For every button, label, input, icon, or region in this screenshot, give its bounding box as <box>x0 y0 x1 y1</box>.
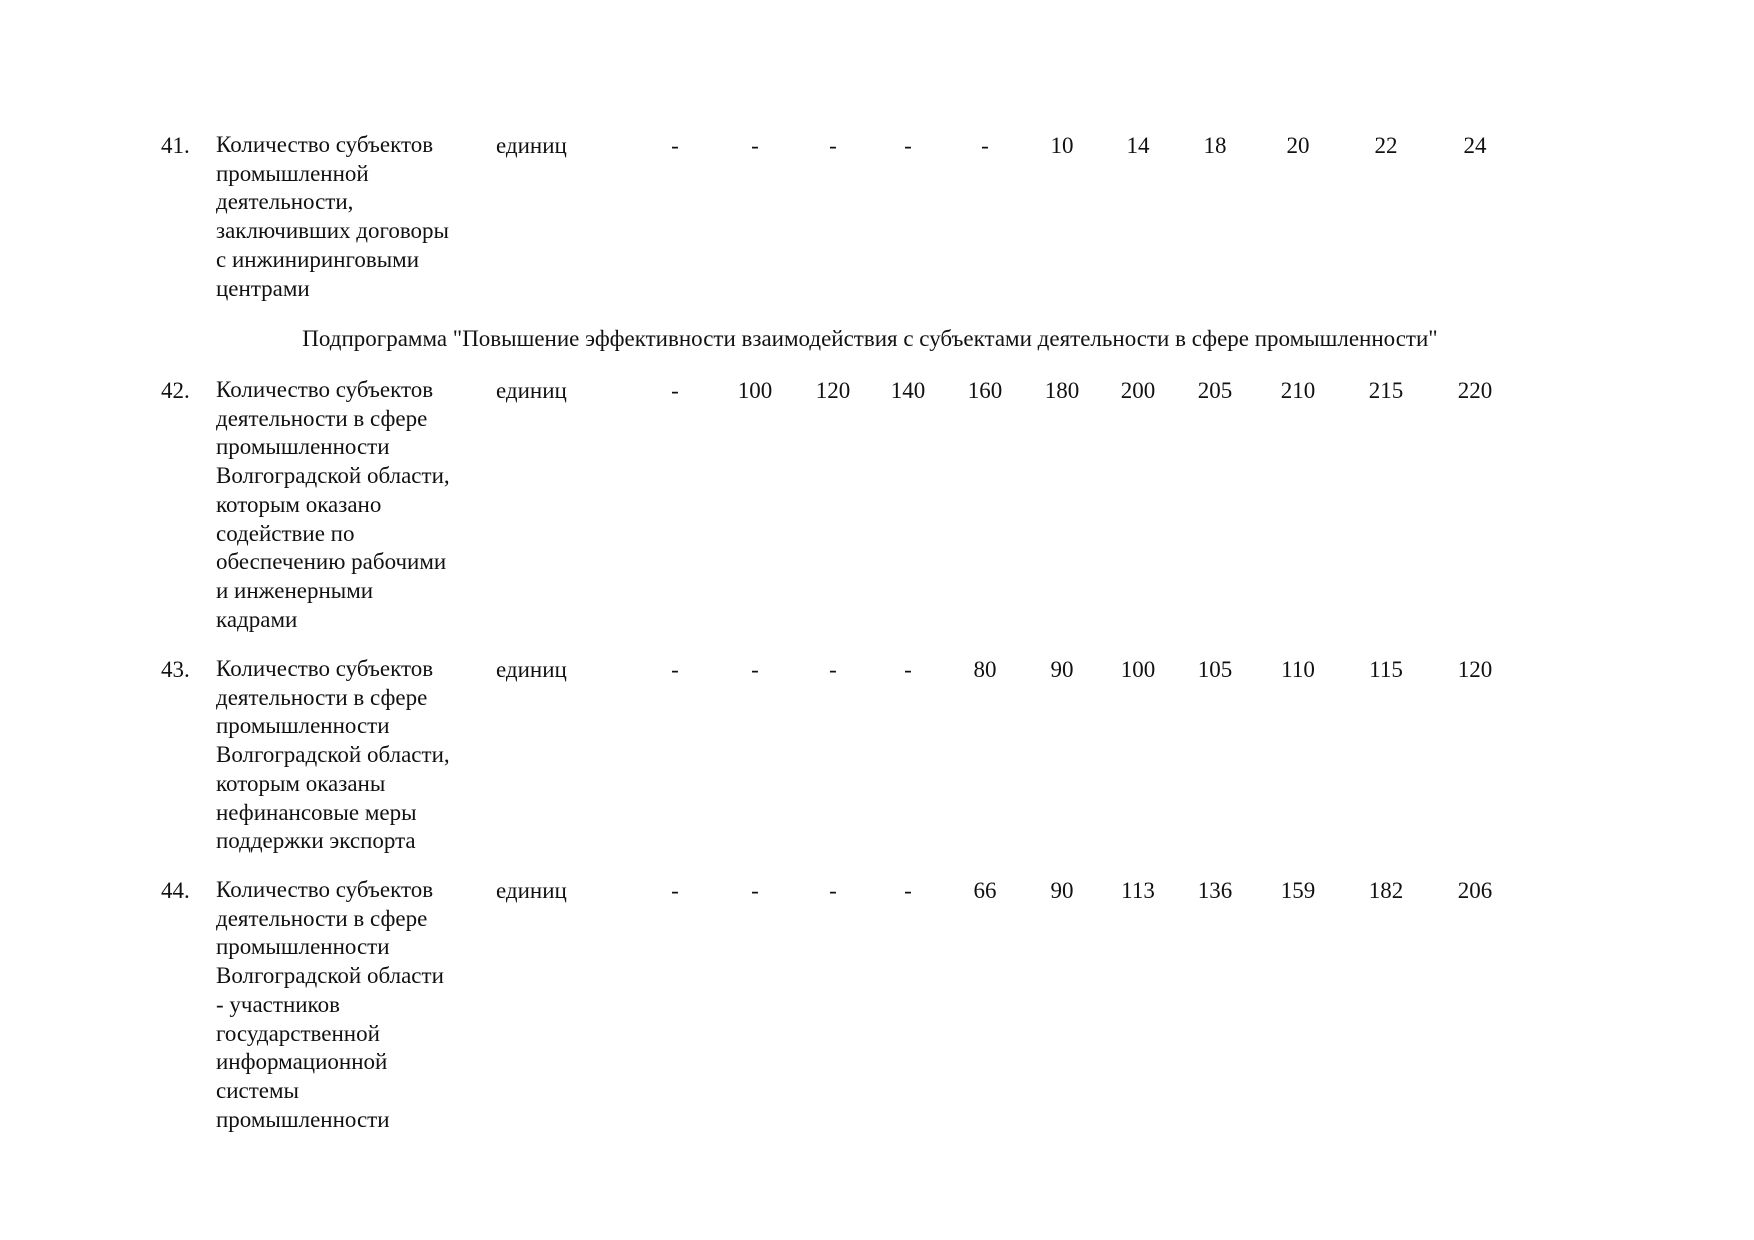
subprogram-header <box>0 324 1740 353</box>
value-cell: 180 <box>1044 378 1080 403</box>
value-cell: - <box>751 878 759 903</box>
description-line: и инженерными <box>216 577 374 603</box>
value-cell: - <box>671 133 679 158</box>
value-cell: 140 <box>890 378 926 403</box>
value-cell: 66 <box>973 878 997 903</box>
description-line: Волгоградской области <box>216 963 444 989</box>
value-cell: 20 <box>1286 133 1310 158</box>
description-line: деятельности в сфере <box>216 905 428 931</box>
description-line: информационной <box>216 1049 388 1075</box>
value-cell: 120 <box>1457 657 1493 682</box>
value-cell: - <box>751 657 759 682</box>
description-line: Волгоградской области, <box>216 742 450 768</box>
description-line: промышленной <box>216 160 369 186</box>
description-line: Количество субъектов <box>216 132 434 157</box>
value-cell: - <box>829 133 837 158</box>
value-cell: 120 <box>815 378 851 403</box>
value-cell: - <box>829 657 837 682</box>
description-line: которым оказано <box>216 491 382 517</box>
description-line: которым оказаны <box>216 770 386 796</box>
value-cell: 110 <box>1281 657 1315 682</box>
value-cell: 10 <box>1050 133 1074 158</box>
value-cell: 160 <box>967 378 1003 403</box>
description-line: деятельности в сфере <box>216 405 428 431</box>
description-line: промышленности <box>216 934 390 960</box>
row-number: 42. <box>161 378 190 403</box>
value-cell: 80 <box>973 657 997 682</box>
value-cell: 18 <box>1203 133 1227 158</box>
value-cell: 113 <box>1121 878 1155 903</box>
description-line: поддержки экспорта <box>216 828 416 854</box>
value-cell: 136 <box>1197 878 1233 903</box>
description-line: центрами <box>216 275 310 301</box>
value-cell: - <box>671 378 679 403</box>
description-line: промышленности <box>216 1106 390 1132</box>
description-line: - участников <box>216 991 340 1017</box>
value-cell: - <box>671 878 679 903</box>
description-line: нефинансовые меры <box>216 799 417 825</box>
indicator-description <box>216 376 486 634</box>
description-line: заключивших договоры <box>216 218 449 244</box>
indicator-description <box>216 876 486 1134</box>
row-number: 44. <box>161 878 190 903</box>
description-line: государственной <box>216 1020 380 1046</box>
value-cell: 24 <box>1463 133 1487 158</box>
indicator-description <box>216 131 486 303</box>
value-cell: 210 <box>1280 378 1316 403</box>
value-cell: - <box>751 133 759 158</box>
unit-of-measure: единиц <box>496 657 567 682</box>
unit-of-measure: единиц <box>496 378 567 403</box>
value-cell: 100 <box>1120 657 1156 682</box>
description-line: промышленности <box>216 434 390 460</box>
unit-of-measure: единиц <box>496 133 567 158</box>
description-line: промышленности <box>216 713 390 739</box>
description-line: системы <box>216 1077 299 1103</box>
value-cell: - <box>671 657 679 682</box>
value-cell: 206 <box>1457 878 1493 903</box>
description-line: обеспечению рабочими <box>216 549 447 575</box>
value-cell: 215 <box>1368 378 1404 403</box>
description-line: Количество субъектов <box>216 656 434 681</box>
value-cell: 90 <box>1050 878 1074 903</box>
description-line: Количество субъектов <box>216 877 434 902</box>
indicator-description <box>216 655 486 856</box>
value-cell: 105 <box>1197 657 1233 682</box>
value-cell: - <box>904 878 912 903</box>
value-cell: 115 <box>1369 657 1403 682</box>
value-cell: 205 <box>1197 378 1233 403</box>
row-number: 41. <box>161 133 190 158</box>
value-cell: - <box>904 657 912 682</box>
value-cell: 159 <box>1280 878 1316 903</box>
description-line: с инжиниринговыми <box>216 246 420 272</box>
row-number: 43. <box>161 657 190 682</box>
description-line: кадрами <box>216 606 298 632</box>
description-line: содействие по <box>216 520 355 546</box>
description-line: деятельности, <box>216 189 354 215</box>
description-line: Количество субъектов <box>216 377 434 402</box>
value-cell: - <box>904 133 912 158</box>
value-cell: 14 <box>1126 133 1150 158</box>
value-cell: 220 <box>1457 378 1493 403</box>
description-line: Волгоградской области, <box>216 463 450 489</box>
value-cell: 22 <box>1374 133 1398 158</box>
value-cell: - <box>981 133 989 158</box>
unit-of-measure: единиц <box>496 878 567 903</box>
value-cell: 200 <box>1120 378 1156 403</box>
description-line: деятельности в сфере <box>216 684 428 710</box>
value-cell: 90 <box>1050 657 1074 682</box>
value-cell: - <box>829 878 837 903</box>
subprogram-title: Подпрограмма "Повышение эффективности взаимодействия с субъектами деятельности в сфере промышленности" <box>302 326 1438 351</box>
value-cell: 182 <box>1368 878 1404 903</box>
value-cell: 100 <box>737 378 773 403</box>
